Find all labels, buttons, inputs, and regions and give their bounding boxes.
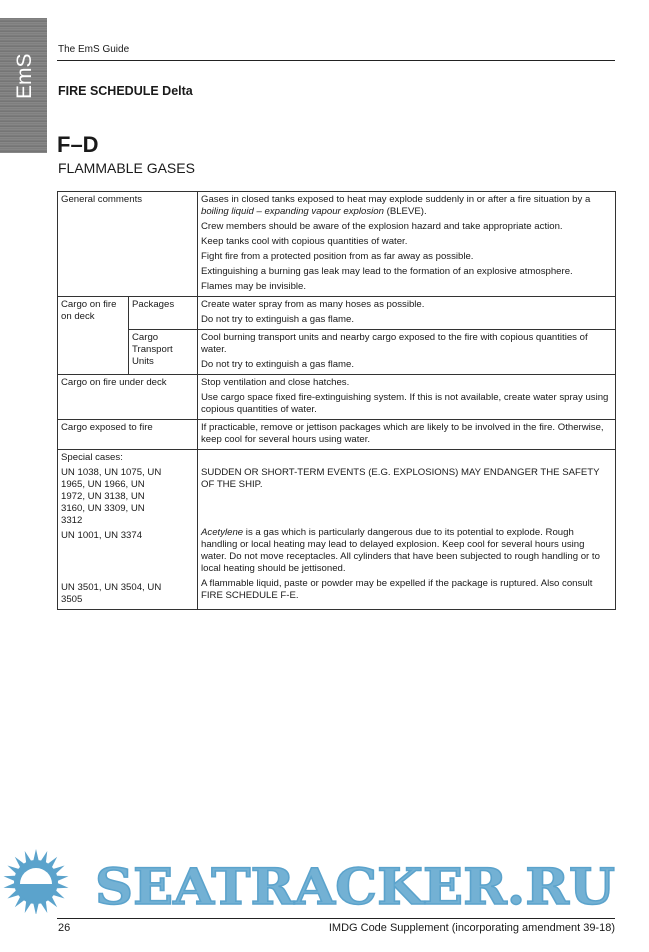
schedule-code: F–D [57, 132, 99, 157]
sub-label: Packages [129, 297, 198, 330]
table-row [58, 330, 616, 375]
watermark-text: SEATRACKER.RU [95, 857, 615, 914]
footer-text: IMDG Code Supplement (incorporating amendment 39-18) [328, 922, 615, 934]
table-row [58, 420, 616, 450]
sub-label: Cargo Transport Units [129, 330, 198, 375]
sun-logo-icon [3, 849, 69, 914]
tab-label: EmS [13, 53, 36, 99]
un-list: UN 1001, UN 3374 [61, 530, 143, 541]
seatracker-watermark [0, 842, 649, 914]
category-title: FLAMMABLE GASES [58, 160, 195, 176]
row-content: Create water spray from as many hoses as possible. Do not try to extinguish a gas flame. [198, 297, 616, 330]
page-number: 26 [58, 922, 71, 934]
section-tab [0, 18, 47, 153]
row-label: Cargo on fire under deck [58, 375, 198, 420]
row-content: Stop ventilation and close hatches. Use cargo space fixed fire-extinguishing system. If this is not available, create water spray using copious quantities of water. [198, 375, 616, 420]
footer-rule [57, 918, 615, 919]
running-head: The EmS Guide [58, 44, 130, 55]
table-row [58, 450, 616, 610]
table-row [58, 375, 616, 420]
row-content: SUDDEN OR SHORT-TERM EVENTS (E.G. EXPLOSIONS) MAY ENDANGER THE SAFETY OF THE SHIP. Acetylene is a gas which is particularly dangerous due to its potential to explode. Rough handling or local heating may lead to delayed explosion. Keep cool for several hours using water. Do not move receptacles. All cylinders that have been subjected to rough handling or to local heating should be jettisoned. A flammable liquid, paste or powder may be expelled if the package is ruptured. Also consult FIRE SCHEDULE F-E. [198, 450, 616, 610]
table-row [58, 192, 616, 297]
row-label: Special cases: UN 1038, UN 1075, UN 1965, UN 1966, UN 1972, UN 3138, UN 3160, UN 3309, UN 3312 UN 1001, UN 3374 UN 3501, UN 3504, UN 3505 [58, 450, 198, 610]
header-rule [57, 60, 615, 61]
un-list: UN 1038, UN 1075, UN 1965, UN 1966, UN 1972, UN 3138, UN 3160, UN 3309, UN 3312 [61, 467, 162, 526]
row-label: Cargo on fire on deck [58, 297, 129, 375]
row-label: General comments [58, 192, 198, 297]
row-label: Cargo exposed to fire [58, 420, 198, 450]
row-content: If practicable, remove or jettison packages which are likely to be involved in the fire. Otherwise, keep cool for several hours using water. [198, 420, 616, 450]
row-content: Cool burning transport units and nearby cargo exposed to the fire with copious quantities of water. Do not try to extinguish a gas flame. [198, 330, 616, 375]
un-list: UN 3501, UN 3504, UN 3505 [61, 582, 162, 605]
table-row [58, 297, 616, 330]
fire-schedule-table [57, 191, 616, 610]
row-content: Gases in closed tanks exposed to heat may explode suddenly in or after a fire situation by a boiling liquid – expanding vapour explosion (BLEVE). Crew members should be aware of the explosion hazard and take appropriate action. Keep tanks cool with copious quantities of water. Fight fire from a protected position from as far away as possible. Extinguishing a burning gas leak may lead to the formation of an explosive atmosphere. Flames may be invisible. [198, 192, 616, 297]
schedule-title: FIRE SCHEDULE Delta [58, 84, 193, 98]
